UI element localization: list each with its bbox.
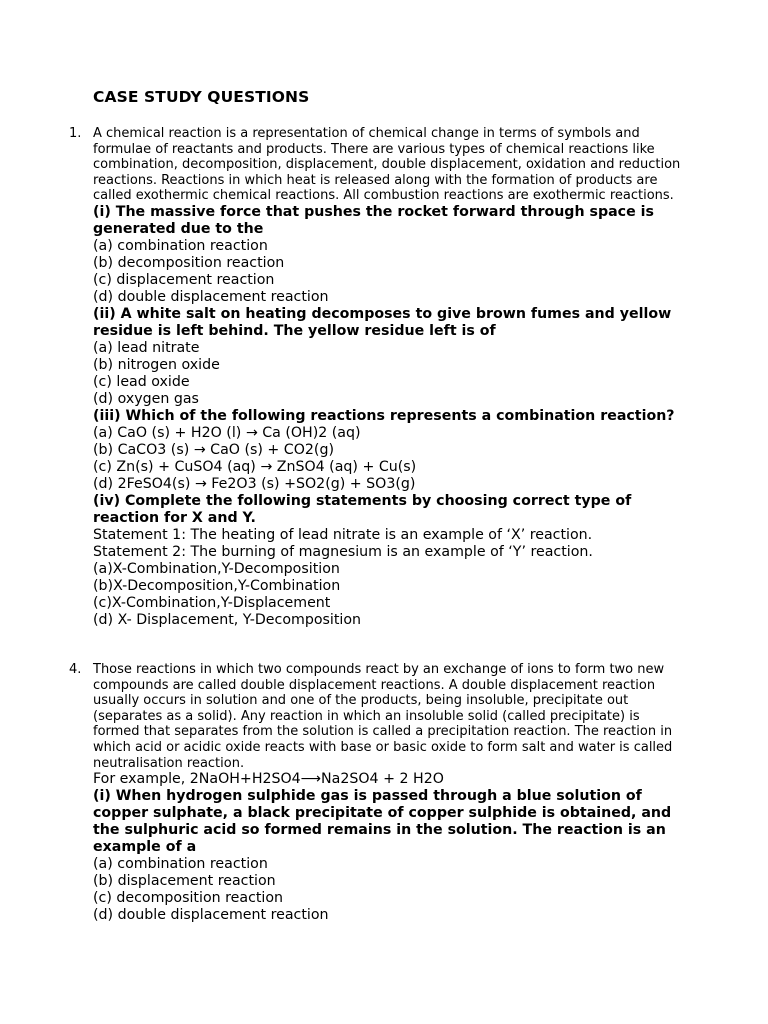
- option: (d) X- Displacement, Y-Decomposition: [93, 611, 362, 628]
- option: (b)X-Decomposition,Y-Combination: [93, 577, 341, 594]
- option: (d) double displacement reaction: [93, 288, 329, 305]
- case-content: [93, 126, 685, 629]
- option: (c) lead oxide: [93, 373, 190, 390]
- case-passage: Those reactions in which two compounds react by an exchange of ions to form two new compounds are called double displacement reactions. A double displacement reaction usually occurs in solution and one of the products, being insoluble, precipitate out (separates as a solid). Any reaction in which an insoluble solid (called precipitate) is formed that separates from the solution is called a precipitation reaction. The reaction in which acid or acidic oxide reacts with base or basic oxide to form salt and water is called neutralisation reaction.: [93, 662, 673, 771]
- option: (b) decomposition reaction: [93, 254, 285, 271]
- option: (a) combination reaction: [93, 237, 268, 254]
- option: (d) oxygen gas: [93, 390, 199, 407]
- option: (b) CaCO3 (s) → CaO (s) + CO2(g): [93, 441, 334, 458]
- option: (c) Zn(s) + CuSO4 (aq) → ZnSO4 (aq) + Cu(s): [93, 458, 417, 475]
- question-1-2: (ii) A white salt on heating decomposes to give brown fumes and yellow residue is left behind. The yellow residue left is of: [93, 305, 672, 339]
- page-title: CASE STUDY QUESTIONS: [93, 88, 310, 106]
- option: (c) displacement reaction: [93, 271, 275, 288]
- question-1-4: (iv) Complete the following statements by choosing correct type of reaction for X and Y.: [93, 492, 632, 526]
- question-1-3: (iii) Which of the following reactions represents a combination reaction?: [93, 407, 675, 424]
- option: (d) double displacement reaction: [93, 907, 329, 924]
- case-number: 4.: [69, 662, 82, 677]
- statement-2: Statement 2: The burning of magnesium is an example of ‘Y’ reaction.: [93, 543, 593, 560]
- statement-1: Statement 1: The heating of lead nitrate is an example of ‘X’ reaction.: [93, 526, 593, 543]
- option: (a)X-Combination,Y-Decomposition: [93, 560, 340, 577]
- case-number: 1.: [69, 126, 82, 141]
- question-1-1: (i) The massive force that pushes the rocket forward through space is generated due to the: [93, 203, 654, 237]
- option: (d) 2FeSO4(s) → Fe2O3 (s) +SO2(g) + SO3(g): [93, 475, 416, 492]
- option: (c) decomposition reaction: [93, 890, 284, 907]
- option: (b) displacement reaction: [93, 873, 276, 890]
- question-4-1: (i) When hydrogen sulphide gas is passed through a blue solution of copper sulphate, a black precipitate of copper sulphide is obtained, and the sulphuric acid so formed remains in the solution. The reaction is an example of a: [93, 788, 672, 856]
- case-content: [93, 662, 685, 924]
- option: (b) nitrogen oxide: [93, 356, 220, 373]
- option: (a) CaO (s) + H2O (l) → Ca (OH)2 (aq): [93, 424, 361, 441]
- option: (c)X-Combination,Y-Displacement: [93, 594, 331, 611]
- option: (a) combination reaction: [93, 856, 268, 873]
- example-equation: For example, 2NaOH+H2SO4⟶Na2SO4 + 2 H2O: [93, 771, 444, 788]
- option: (a) lead nitrate: [93, 339, 200, 356]
- case-passage: A chemical reaction is a representation of chemical change in terms of symbols and formulae of reactants and products. There are various types of chemical reactions like combination, decomposition, displacement, double displacement, oxidation and reduction reactions. Reactions in which heat is released along with the formation of products are called exothermic chemical reactions. All combustion reactions are exothermic reactions.: [93, 126, 681, 204]
